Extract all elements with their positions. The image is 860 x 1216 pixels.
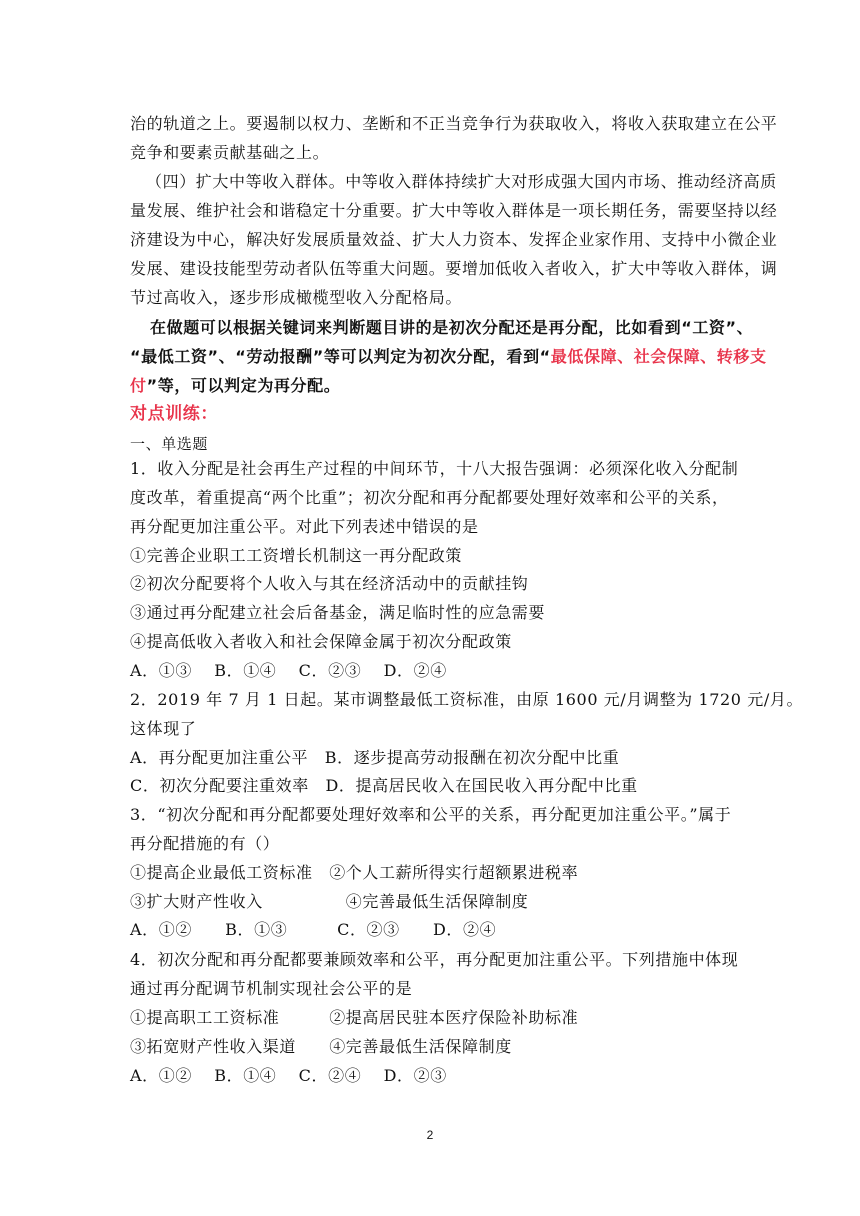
- question-1-line: 度改革，着重提高“两个比重”；初次分配和再分配都要处理好效率和公平的关系，: [130, 488, 729, 507]
- paragraph-line: 发展、建设技能型劳动者队伍等重大问题。要增加低收入者收入，扩大中等收入群体，调: [130, 259, 778, 278]
- paragraph-line: 济建设为中心，解决好发展质量效益、扩大人力资本、发挥企业家作用、支持中小微企业: [130, 230, 778, 249]
- tip-line: [130, 347, 767, 367]
- question-1-line: 再分配更加注重公平。对此下列表述中错误的是: [130, 517, 479, 536]
- question-2-options: C．初次分配要注重效率 D．提高居民收入在国民收入再分配中比重: [130, 776, 638, 795]
- question-2-line: 2．2019 年 7 月 1 日起。某市调整最低工资标准，由原 1600 元/月调整为 1720 元/月。: [130, 690, 804, 709]
- paragraph-line: 竞争和要素贡献基础之上。: [130, 143, 330, 162]
- tip-highlight: 最低保障、社会保障、转移支: [550, 347, 767, 366]
- question-3-line: 3．“初次分配和再分配都要处理好效率和公平的关系，再分配更加注重公平。”属于: [130, 805, 732, 824]
- question-4-item: ③拓宽财产性收入渠道 ④完善最低生活保障制度: [130, 1037, 512, 1056]
- page-number: 2: [426, 1128, 434, 1142]
- question-3-options: A．①② B．①③ C．②③ D．②④: [130, 920, 497, 939]
- tip-text: ”等，可以判定为再分配。: [146, 376, 341, 395]
- question-3-item: ①提高企业最低工资标准 ②个人工薪所得实行超额累进税率: [130, 863, 579, 882]
- question-2-options: A．再分配更加注重公平 B．逐步提高劳动报酬在初次分配中比重: [130, 748, 620, 767]
- question-2-line: 这体现了: [130, 719, 197, 738]
- tip-line: [130, 376, 740, 396]
- paragraph-line: （四）扩大中等收入群体。中等收入群体持续扩大对形成强大国内市场、推动经济高质: [146, 172, 777, 191]
- paragraph-line: 节过高收入，逐步形成橄榄型收入分配格局。: [130, 288, 463, 307]
- question-1-line: 1．收入分配是社会再生产过程的中间环节，十八大报告强调：必须深化收入分配制: [130, 459, 739, 478]
- question-1-item: ②初次分配要将个人收入与其在经济活动中的贡献挂钩: [130, 574, 529, 593]
- question-3-item: ③扩大财产性收入 ④完善最低生活保障制度: [130, 892, 529, 911]
- paragraph-line: 量发展、维护社会和谐稳定十分重要。扩大中等收入群体是一项长期任务，需要坚持以经: [130, 201, 778, 220]
- tip-highlight: 付: [130, 376, 147, 395]
- question-1-item: ④提高低收入者收入和社会保障金属于初次分配政策: [130, 632, 512, 651]
- question-4-item: ①提高职工工资标准 ②提高居民驻本医疗保险补助标准: [130, 1008, 579, 1027]
- question-1-item: ③通过再分配建立社会后备基金，满足临时性的应急需要: [130, 603, 546, 622]
- question-4-line: 通过再分配调节机制实现社会公平的是: [130, 979, 413, 998]
- paragraph-line: 治的轨道之上。要遏制以权力、垄断和不正当竞争行为获取收入，将收入获取建立在公平: [130, 114, 778, 133]
- question-4-options: A．①② B．①④ C．②④ D．②③: [130, 1066, 447, 1085]
- question-1-item: ①完善企业职工工资增长机制这一再分配政策: [130, 546, 463, 565]
- section-title: 一、单选题: [130, 435, 209, 453]
- question-4-line: 4．初次分配和再分配都要兼顾效率和公平，再分配更加注重公平。下列措施中体现: [130, 950, 739, 969]
- tip-text: “最低工资”、“劳动报酬”等可以判定为初次分配，看到“: [130, 347, 551, 366]
- tip-line: 在做题可以根据关键词来判断题目讲的是初次分配还是再分配，比如看到“工资”、: [150, 318, 754, 337]
- training-heading: 对点训练：: [130, 404, 218, 424]
- question-3-line: 再分配措施的有（）: [130, 834, 280, 853]
- question-1-options: A．①③ B．①④ C．②③ D．②④: [130, 661, 447, 680]
